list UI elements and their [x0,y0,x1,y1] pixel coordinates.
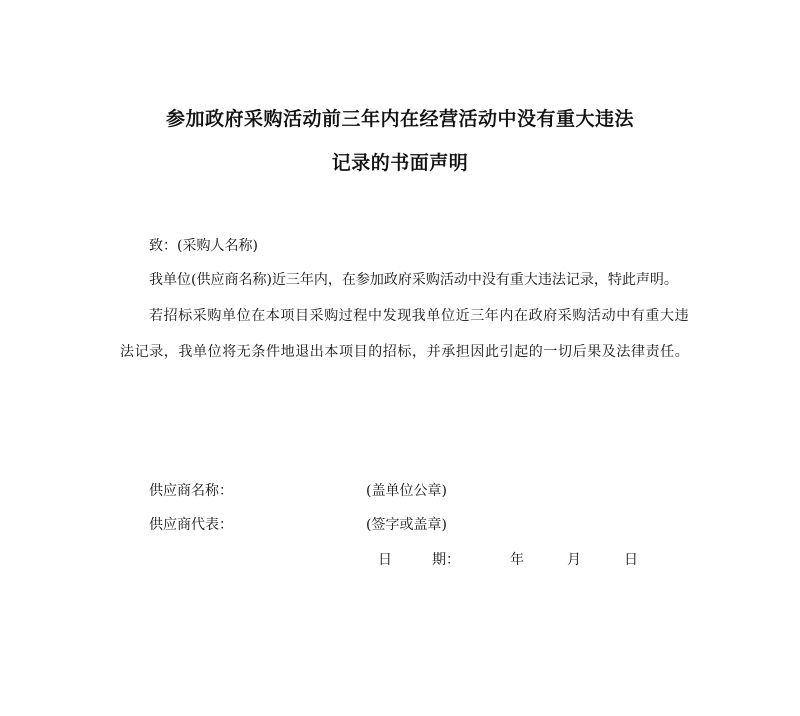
paragraph-1: 我单位(供应商名称)近三年内，在参加政府采购活动中没有重大违法记录，特此声明。 [149,272,678,288]
title-line-2: 记录的书面声明 [331,152,469,174]
supplier-name-label: 供应商名称： [149,483,233,499]
date-row [0,550,800,570]
paragraph-2-line-1: 若招标采购单位在本项目采购过程中发现我单位近三年内在政府采购活动中有重大违 [149,308,690,324]
supplier-seal-note: (盖单位公章) [366,483,447,499]
title-line-1: 参加政府采购活动前三年内在经营活动中没有重大违法 [165,108,634,130]
date-year: 年 [510,552,524,568]
date-day: 日 [624,552,638,568]
date-month: 月 [567,552,581,568]
date-label-ri: 日 [378,552,392,568]
paragraph-2-line-2: 法记录，我单位将无条件地退出本项目的招标，并承担因此引起的一切后果及法律责任。 [120,344,690,360]
date-label-qi: 期： [432,552,460,568]
supplier-sign-note: (签字或盖章) [366,517,447,533]
supplier-rep-label: 供应商代表： [149,517,233,533]
salutation: 致：(采购人名称) [149,238,258,254]
